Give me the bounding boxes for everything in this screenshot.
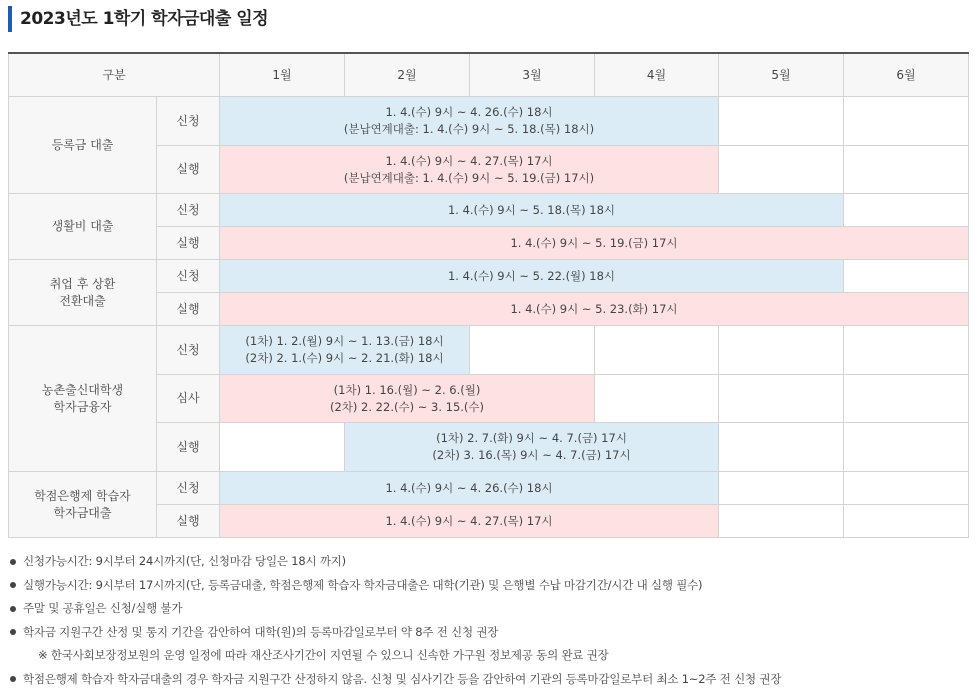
empty-cell bbox=[719, 375, 844, 423]
period-bar-execute bbox=[220, 146, 719, 194]
bullet-icon bbox=[10, 582, 16, 588]
table-row bbox=[9, 260, 969, 293]
row-label: 실행 bbox=[157, 423, 220, 472]
row-label: 신청 bbox=[157, 326, 220, 375]
category-label: 취업 후 상환 bbox=[49, 276, 116, 291]
category-living-loan: 생활비 대출 bbox=[9, 194, 157, 260]
bullet-icon bbox=[10, 676, 16, 682]
period-text: (2차) 2. 22.(수) ~ 3. 15.(수) bbox=[330, 399, 484, 414]
empty-cell bbox=[844, 194, 969, 227]
schedule-table bbox=[8, 52, 969, 538]
note-text: 학점은행제 학습자 학자금대출의 경우 학자금 지원구간 산정하지 않음. 신청 및 심사기간 등을 감안하여 기관의 등록마감일로부터 최소 1~2주 전 신청 권장 bbox=[23, 671, 782, 686]
period-text: (1차) 1. 16.(월) ~ 2. 6.(월) bbox=[333, 382, 481, 397]
empty-cell bbox=[719, 505, 844, 538]
category-icl-conversion-loan bbox=[9, 260, 157, 326]
note-text: 실행가능시간: 9시부터 17시까지(단, 등록금대출, 학점은행제 학습자 학자금대출은 대학(기관) 및 은행별 수납 마감기간/시간 내 실행 필수) bbox=[23, 577, 703, 592]
empty-cell bbox=[719, 423, 844, 472]
period-bar-apply: 1. 4.(수) 9시 ~ 4. 26.(수) 18시 bbox=[220, 472, 719, 505]
header-month-mar: 3월 bbox=[470, 53, 595, 97]
empty-cell bbox=[719, 146, 844, 194]
period-bar-apply bbox=[220, 326, 470, 375]
list-item bbox=[8, 668, 968, 692]
empty-cell bbox=[844, 260, 969, 293]
list-item bbox=[8, 597, 968, 621]
empty-cell bbox=[595, 326, 719, 375]
category-label: 전환대출 bbox=[59, 293, 106, 308]
table-row bbox=[9, 194, 969, 227]
page-title: 2023년도 1학기 학자금대출 일정 bbox=[8, 6, 268, 32]
note-text: 신청가능시간: 9시부터 24시까지(단, 신청마감 당일은 18시 까지) bbox=[23, 554, 346, 568]
note-text: ※ 한국사회보장정보원의 운영 일정에 따라 재산조사기간이 지연될 수 있으니 신속한 가구원 정보제공 동의 완료 권장 bbox=[38, 648, 609, 662]
period-bar-apply: 1. 4.(수) 9시 ~ 5. 22.(월) 18시 bbox=[220, 260, 844, 293]
notes-list bbox=[8, 550, 968, 691]
period-text: (2차) 2. 1.(수) 9시 ~ 2. 21.(화) 18시 bbox=[245, 351, 444, 365]
table-row bbox=[9, 472, 969, 505]
empty-cell bbox=[595, 375, 719, 423]
category-label: 학점은행제 학습자 bbox=[34, 488, 131, 503]
table-header-row bbox=[9, 53, 969, 97]
row-label: 실행 bbox=[157, 146, 220, 194]
period-text: (1차) 2. 7.(화) 9시 ~ 4. 7.(금) 17시 bbox=[436, 431, 627, 445]
empty-cell bbox=[719, 97, 844, 146]
period-bar-execute: 1. 4.(수) 9시 ~ 5. 19.(금) 17시 bbox=[220, 227, 969, 260]
empty-cell bbox=[844, 423, 969, 472]
category-label: 학자금대출 bbox=[53, 505, 112, 520]
list-item bbox=[8, 621, 968, 645]
period-bar-execute bbox=[345, 423, 719, 472]
period-bar-review bbox=[220, 375, 595, 423]
empty-cell bbox=[220, 423, 345, 472]
empty-cell bbox=[844, 146, 969, 194]
header-category: 구분 bbox=[9, 53, 220, 97]
header-month-jan: 1월 bbox=[220, 53, 345, 97]
empty-cell bbox=[719, 472, 844, 505]
row-label: 실행 bbox=[157, 227, 220, 260]
bullet-icon bbox=[10, 629, 16, 635]
empty-cell bbox=[844, 326, 969, 375]
table-row bbox=[9, 97, 969, 146]
period-text: (분납연계대출: 1. 4.(수) 9시 ~ 5. 19.(금) 17시) bbox=[343, 170, 595, 185]
note-text: 학자금 지원구간 산정 및 통지 기간을 감안하여 대학(원)의 등록마감일로부터 약 8주 전 신청 권장 bbox=[23, 624, 499, 639]
list-item bbox=[8, 574, 968, 598]
period-text: (2차) 3. 16.(목) 9시 ~ 4. 7.(금) 17시 bbox=[432, 448, 631, 462]
table-row bbox=[9, 326, 969, 375]
row-label: 실행 bbox=[157, 505, 220, 538]
category-rural-student-loan bbox=[9, 326, 157, 472]
list-item bbox=[8, 644, 968, 668]
period-bar-apply: 1. 4.(수) 9시 ~ 5. 18.(목) 18시 bbox=[220, 194, 844, 227]
note-text: 주말 및 공휴일은 신청/실행 불가 bbox=[23, 601, 183, 615]
period-bar-execute: 1. 4.(수) 9시 ~ 4. 27.(목) 17시 bbox=[220, 505, 719, 538]
list-item bbox=[8, 550, 968, 574]
period-text: 1. 4.(수) 9시 ~ 4. 26.(수) 18시 bbox=[385, 105, 553, 119]
empty-cell bbox=[844, 472, 969, 505]
header-month-jun: 6월 bbox=[844, 53, 969, 97]
empty-cell bbox=[719, 326, 844, 375]
header-month-feb: 2월 bbox=[345, 53, 470, 97]
row-label: 신청 bbox=[157, 472, 220, 505]
header-month-apr: 4월 bbox=[595, 53, 719, 97]
row-label: 실행 bbox=[157, 293, 220, 326]
row-label: 신청 bbox=[157, 194, 220, 227]
header-month-may: 5월 bbox=[719, 53, 844, 97]
period-text: (1차) 1. 2.(월) 9시 ~ 1. 13.(금) 18시 bbox=[245, 334, 444, 348]
category-credit-bank-loan bbox=[9, 472, 157, 538]
category-tuition-loan: 등록금 대출 bbox=[9, 97, 157, 194]
period-text: (분납연계대출: 1. 4.(수) 9시 ~ 5. 18.(목) 18시) bbox=[343, 122, 595, 136]
category-label: 농촌출신대학생 bbox=[41, 382, 124, 397]
category-label: 학자금융자 bbox=[53, 399, 112, 414]
period-bar-apply bbox=[220, 97, 719, 146]
empty-cell bbox=[844, 505, 969, 538]
period-text: 1. 4.(수) 9시 ~ 4. 27.(목) 17시 bbox=[385, 153, 553, 168]
bullet-icon bbox=[10, 559, 16, 565]
period-bar-execute: 1. 4.(수) 9시 ~ 5. 23.(화) 17시 bbox=[220, 293, 969, 326]
empty-cell bbox=[844, 97, 969, 146]
row-label: 심사 bbox=[157, 375, 220, 423]
row-label: 신청 bbox=[157, 260, 220, 293]
bullet-icon bbox=[10, 606, 16, 612]
row-label: 신청 bbox=[157, 97, 220, 146]
empty-cell bbox=[470, 326, 595, 375]
empty-cell bbox=[844, 375, 969, 423]
